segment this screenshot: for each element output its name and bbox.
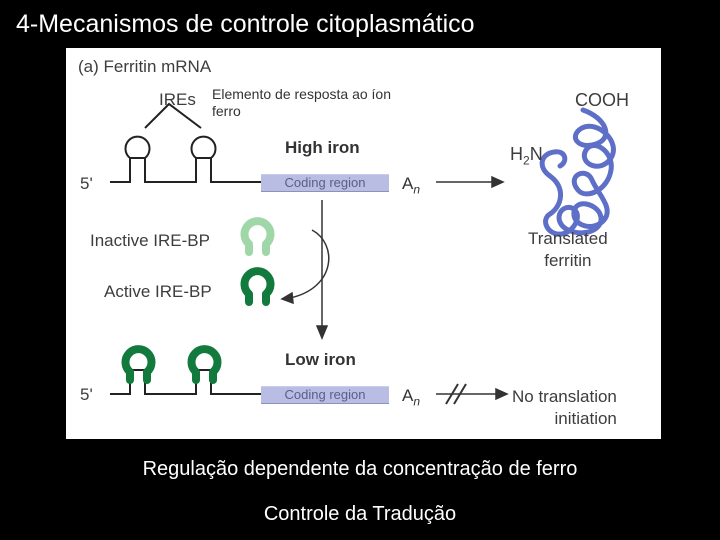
no-translation-label [512,386,617,430]
high-iron-label: High iron [285,138,360,157]
slide-title: 4-Mecanismos de controle citoplasmático [16,10,475,38]
poly-a-tail-top [402,174,420,196]
h2n-n: N [529,144,543,164]
poly-a-subscript: n [413,182,421,197]
translation-arrow-icon [436,177,503,187]
h2n-sub: 2 [523,153,530,168]
caption-main: Regulação dependente da concentração de ferro [142,458,578,480]
caption-sub: Controle da Tradução [263,503,457,525]
poly-a-tail-bottom [402,386,420,408]
ferritin-mrna-figure [66,48,661,439]
cooh-label: COOH [575,90,629,110]
h2n-label [510,144,543,168]
protein-coil-icon [542,110,613,234]
inactive-ire-bp-icon [245,221,271,252]
poly-a-letter: A [402,174,414,193]
ires-label: IREs [159,90,196,109]
coding-region-bottom: Coding region [261,386,389,404]
active-ire-bp-label: Active IRE-BP [104,282,212,301]
poly-a-subscript: n [413,394,421,409]
low-iron-label: Low iron [285,350,356,369]
ire-annotation: Elemento de resposta ao íon ferro [212,86,392,119]
no-translation-line1: No translation [512,387,617,406]
panel-label: (a) Ferritin mRNA [78,57,212,76]
translated-line1: Translated [528,229,608,248]
coding-region-top: Coding region [261,174,389,192]
no-translation-line2: initiation [554,409,617,428]
inactive-ire-bp-label: Inactive IRE-BP [90,231,210,250]
down-arrow-icon [317,200,327,338]
bound-ire-bp-icon [126,349,218,380]
five-prime-label-bottom: 5' [80,385,93,404]
poly-a-letter: A [402,386,414,405]
blocked-arrow-icon [436,384,507,404]
translated-ferritin-label [528,228,608,272]
h2n-h: H [510,144,523,164]
five-prime-label-top: 5' [80,174,93,193]
translated-line2: ferritin [544,251,592,270]
active-ire-bp-icon [245,271,271,302]
